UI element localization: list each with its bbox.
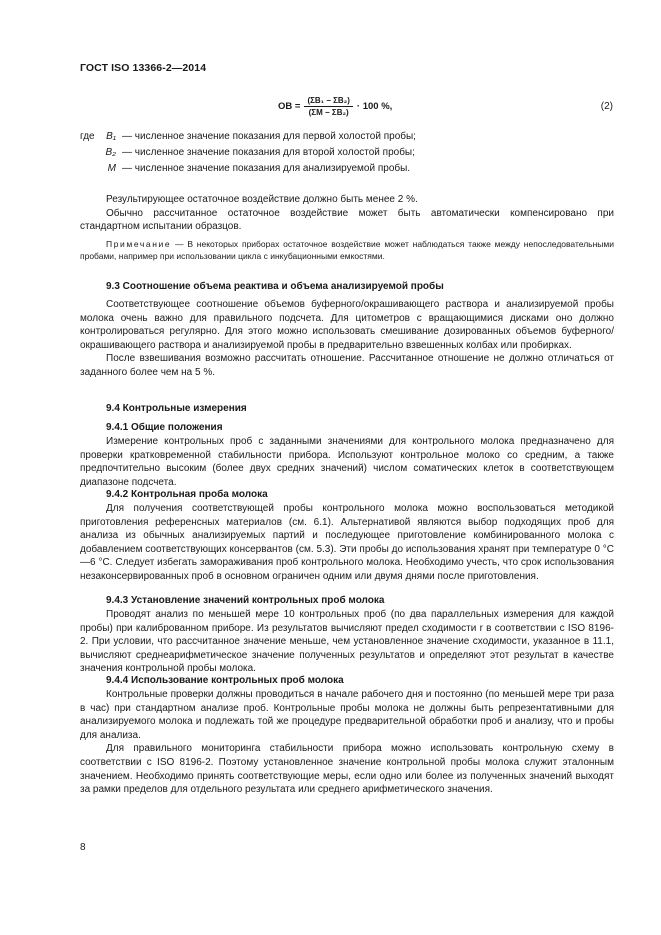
section-heading-9-4-4: 9.4.4 Использование контрольных проб молока: [106, 675, 344, 686]
section-heading-9-4-1: 9.4.1 Общие положения: [106, 422, 223, 433]
where-lead: где: [80, 131, 95, 142]
page-number: 8: [80, 842, 86, 853]
section-heading-9-3: 9.3 Соотношение объема реактива и объема анализируемой пробы: [106, 281, 444, 292]
section-heading-9-4: 9.4 Контрольные измерения: [106, 403, 247, 414]
section-9-4-3-body: [80, 608, 614, 676]
paragraph: Проводят анализ по меньшей мере 10 контрольных проб (по два параллельных измерения для каждой пробы) при калиброванном приборе. Из результатов вычисляют предел сходимости r в соответствии с ISO 8196-2. При условии, что рассчитанное значение меньше, чем установленное значение сходимости, указанное в 11.1, вычисляют среднеарифметическое значение полученных результатов и определяют этот результат в качестве значения контрольной пробы молока.: [80, 609, 614, 675]
paragraph: Соответствующее соотношение объемов буферного/окрашивающего раствора и анализируемой пробы молока очень важно для правильного подсчета. Для цитометров с вращающимися дисками оно должно контролироваться регулярно. Для этого можно использовать смешивание дозированных объемов буферного/окрашивающего раствора и анализируемой пробы в предварительно взвешенных колбах или пробирках.: [80, 299, 614, 351]
note: [80, 238, 614, 262]
where-text: — численное значение показания для второй холостой пробы;: [122, 147, 415, 158]
section-9-4-1-body: [80, 435, 614, 489]
paragraph: После взвешивания возможно рассчитать отношение. Рассчитанное отношение не должно отличаться от заданного более чем на 5 %.: [80, 353, 614, 378]
where-symbol: B₂: [105, 147, 116, 158]
section-heading-9-4-2: 9.4.2 Контрольная проба молока: [106, 489, 268, 500]
formula-denominator: (ΣM − ΣB₂): [308, 107, 349, 117]
formula-fraction: [304, 96, 352, 117]
section-9-4-4-body: [80, 688, 614, 797]
where-list: [80, 130, 620, 174]
formula-rhs: · 100 %,: [356, 100, 393, 112]
paragraph: Измерение контрольных проб с заданными значениями для контрольного молока предназначено для проверки кратковременной стабильности прибора. Используют контрольное молоко со средним, а также предпочтительно высоким (более двух средних значений) числом соматических клеток в соответствующем диапазоне подсчета.: [80, 436, 614, 488]
where-text: — численное значение показания для анализируемой пробы.: [122, 163, 411, 174]
paragraph: Результирующее остаточное воздействие должно быть менее 2 %.: [106, 194, 418, 205]
note-text: — В некоторых приборах остаточное воздействие может наблюдаться также между непоследовательными пробами, например при использовании цикла с инкубационными емкостями.: [80, 239, 614, 261]
results-paragraphs: [80, 193, 614, 234]
section-heading-9-4-3: 9.4.3 Установление значений контрольных проб молока: [106, 595, 385, 606]
paragraph: Обычно рассчитанное остаточное воздействие может быть автоматически компенсировано при стандартном испытании образцов.: [80, 207, 614, 233]
document-header: ГОСТ ISO 13366-2—2014: [80, 62, 207, 74]
paragraph: Для правильного мониторинга стабильности прибора можно использовать контрольную схему в соответствии с ISO 8196-2. Поэтому установленное значение контрольной пробы молока служит эталонным значением. Необходимо принять соответствующие меры, если одно или более из полученных значений выходят за рамки пределов для отдельного результата или среднего арифметического значения.: [80, 743, 614, 796]
formula-number: (2): [600, 101, 613, 112]
paragraph: Для получения соответствующей пробы контрольного молока можно воспользоваться методикой приготовления референсных материалов (см. 6.1). Альтернативой являются выбор подходящих проб для анализа из обычных анализируемых партий и последующее приготовление комбинированного молока с добавлением соответствующих консервантов (см. 5.3). Эти пробы до использования хранят при температуре 0 °C—6 °C. Следует избегать замораживания проб контрольного молока. Необходимо учесть, что срок использования незаконсервированных проб в основном ограничен одним или двумя днями после приготовления.: [80, 503, 614, 582]
formula-lhs: ОВ =: [278, 100, 301, 112]
where-text: — численное значение показания для первой холостой пробы;: [122, 131, 416, 142]
where-symbol: B₁: [106, 131, 116, 142]
where-symbol: M: [107, 163, 116, 174]
formula: [278, 92, 392, 120]
paragraph: Контрольные проверки должны проводиться в начале рабочего дня и постоянно (по меньшей мере три раза в час) при стандартном анализе проб. Контрольные пробы молока не должны быть репрезентативными для анализируемого молока и подлежать той же процедуре предварительной обработки проб и анализу, что и пробы для анализа.: [80, 689, 614, 741]
note-label: Примечание: [106, 239, 172, 249]
section-9-4-2-body: [80, 502, 614, 584]
formula-numerator: (ΣB₁ − ΣB₂): [304, 96, 352, 107]
section-9-3-body: [80, 298, 614, 380]
